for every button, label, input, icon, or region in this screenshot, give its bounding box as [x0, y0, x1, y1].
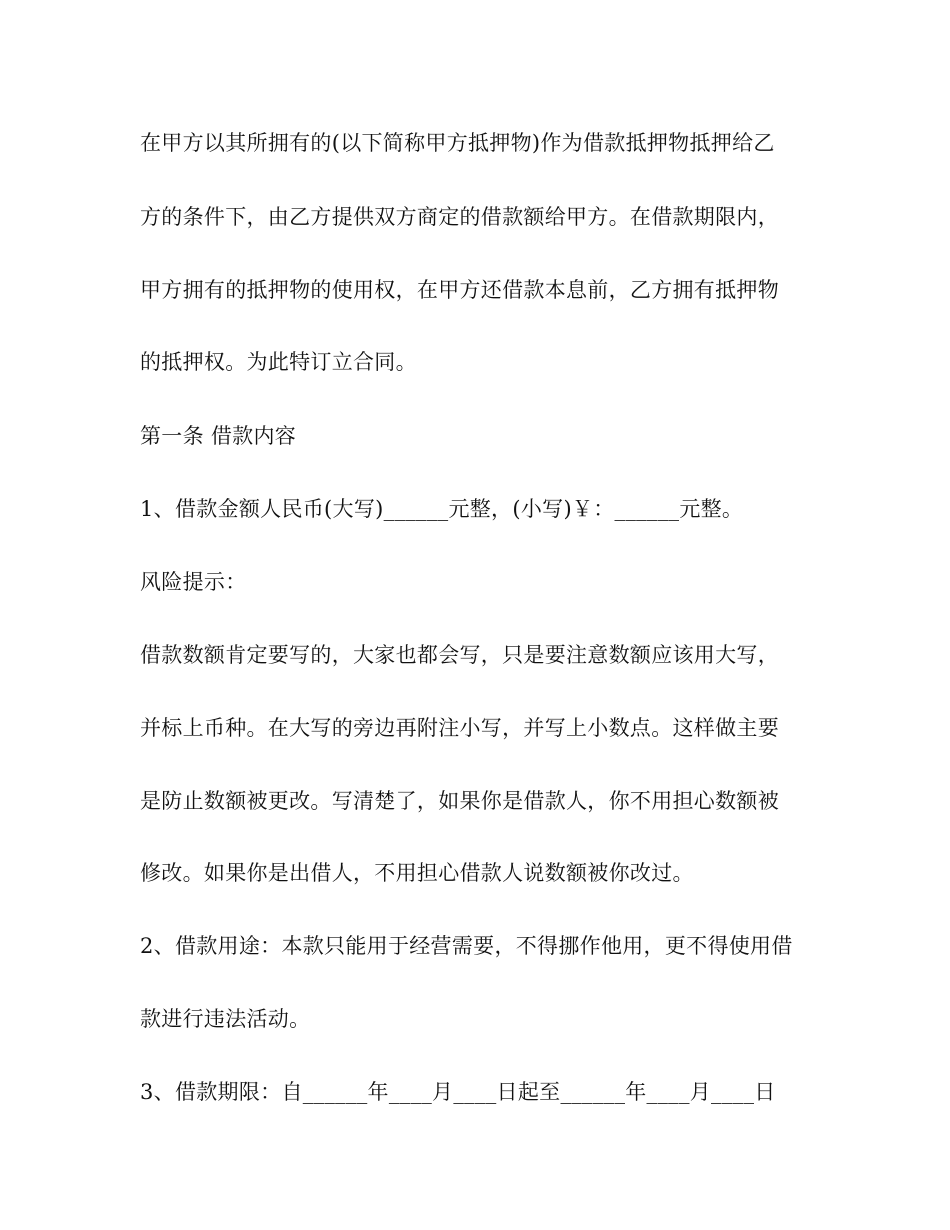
paragraph-line: 款进行违法活动。	[140, 1007, 311, 1031]
paragraph-line: 的抵押权。为此特订立合同。	[140, 350, 417, 374]
clause-item-1: 1、借款金额人民币(大写)______元整，(小写)￥：______元整。	[140, 497, 744, 521]
paragraph-line: 甲方拥有的抵押物的使用权，在甲方还借款本息前，乙方拥有抵押物	[140, 278, 779, 302]
risk-notice-heading: 风险提示：	[140, 570, 247, 594]
clause-item-3: 3、借款期限：自______年____月____日起至______年____月____日	[140, 1080, 776, 1104]
section-heading: 第一条 借款内容	[140, 424, 297, 448]
paragraph-line: 修改。如果你是出借人，不用担心借款人说数额被你改过。	[140, 861, 694, 885]
paragraph-line: 并标上币种。在大写的旁边再附注小写，并写上小数点。这样做主要	[140, 716, 779, 740]
clause-item-2: 2、借款用途：本款只能用于经营需要，不得挪作他用，更不得使用借	[140, 934, 793, 958]
paragraph-line: 方的条件下，由乙方提供双方商定的借款额给甲方。在借款期限内，	[140, 205, 779, 229]
paragraph-line: 是防止数额被更改。写清楚了，如果你是借款人，你不用担心数额被	[140, 789, 779, 813]
paragraph-line: 在甲方以其所拥有的(以下简称甲方抵押物)作为借款抵押物抵押给乙	[140, 131, 775, 155]
paragraph-line: 借款数额肯定要写的，大家也都会写，只是要注意数额应该用大写，	[140, 643, 779, 667]
